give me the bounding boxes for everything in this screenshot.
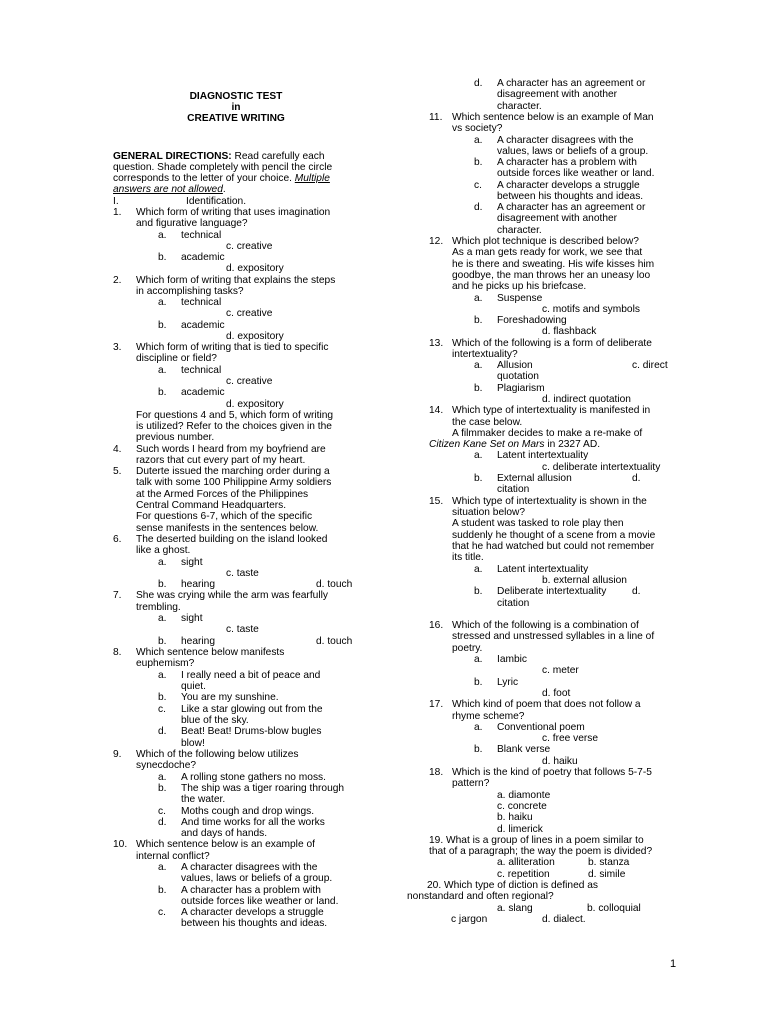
- question-text: Which of the following is a form of deliberate: [452, 338, 652, 349]
- question-text: stressed and unstressed syllables in a line of: [452, 631, 655, 642]
- question-text: its title.: [452, 552, 484, 563]
- question-number: 12.: [429, 236, 444, 247]
- option-letter: a.: [474, 293, 483, 304]
- question-number: 15.: [429, 496, 444, 507]
- question-number: 11.: [429, 112, 443, 123]
- option-text: d. foot: [542, 688, 571, 699]
- question-text: She was crying while the arm was fearfully: [136, 590, 328, 601]
- option-text: d. limerick: [497, 824, 543, 835]
- title-line-2: in: [231, 102, 241, 113]
- option-letter: a.: [474, 564, 483, 575]
- option-text: d.: [632, 473, 641, 484]
- question-text: Citizen Kane Set on Mars in 2327 AD.: [429, 439, 601, 450]
- option-letter: b.: [158, 387, 167, 398]
- option-letter: a.: [158, 365, 167, 376]
- option-text: d. expository: [226, 399, 284, 410]
- question-number: 9.: [113, 749, 122, 760]
- question-text: and figurative language?: [136, 218, 248, 229]
- option-text: d. dialect.: [542, 914, 586, 925]
- question-number: 3.: [113, 342, 122, 353]
- option-text: c. taste: [226, 568, 259, 579]
- question-text: Which sentence below manifests: [136, 647, 285, 658]
- option-text: outside forces like weather or land.: [181, 896, 339, 907]
- option-text: disagreement with another: [497, 89, 618, 100]
- option-letter: b.: [474, 586, 483, 597]
- option-text: quiet.: [181, 681, 206, 692]
- option-letter: c.: [158, 907, 166, 918]
- question-number: 10.: [113, 839, 128, 850]
- question-text: Which of the following is a combination of: [452, 620, 639, 631]
- option-text: Blank verse: [497, 744, 551, 755]
- question-text: at the Armed Forces of the Philippines: [136, 489, 309, 500]
- instruction-text: is utilized? Refer to the choices given in the: [136, 421, 332, 432]
- question-text: As a man gets ready for work, we see that: [452, 247, 643, 258]
- option-text: A character has a problem with: [497, 157, 637, 168]
- option-letter: b.: [158, 783, 167, 794]
- question-text: Which kind of poem that does not follow a: [452, 699, 641, 710]
- option-text: d. expository: [226, 263, 284, 274]
- option-text: External allusion: [497, 473, 572, 484]
- option-text: sight: [181, 557, 203, 568]
- option-text: b. haiku: [497, 812, 533, 823]
- option-text: Like a star glowing out from the: [181, 704, 323, 715]
- question-number: 7.: [113, 590, 122, 601]
- option-text: d. touch: [316, 636, 353, 647]
- question-text: Which form of writing that uses imagination: [136, 207, 331, 218]
- option-text: d.: [632, 586, 641, 597]
- question-number: 4.: [113, 444, 122, 455]
- question-text: goodbye, the man throws her an uneasy loo: [452, 270, 651, 281]
- option-text: Beat! Beat! Drums-blow bugles: [181, 726, 322, 737]
- option-text: Suspense: [497, 293, 543, 304]
- option-letter: c.: [158, 806, 166, 817]
- question-text: internal conflict?: [136, 851, 210, 862]
- option-text: character.: [497, 101, 542, 112]
- question-text: 19. What is a group of lines in a poem similar to: [429, 835, 644, 846]
- option-text: a. slang: [497, 903, 533, 914]
- question-text: intertextuality?: [452, 349, 518, 360]
- option-text: Latent intertextuality: [497, 450, 589, 461]
- option-text: a. alliteration: [497, 857, 555, 868]
- question-text: Which form of writing that explains the steps: [136, 275, 336, 286]
- option-text: the water.: [181, 794, 226, 805]
- question-text: discipline or field?: [136, 353, 217, 364]
- option-text: d. touch: [316, 579, 353, 590]
- section-title: Identification.: [186, 196, 247, 207]
- option-text: d. indirect quotation: [542, 394, 631, 405]
- directions-line-1: GENERAL DIRECTIONS: Read carefully each: [113, 151, 325, 162]
- option-text: c. creative: [226, 308, 273, 319]
- question-number: 18.: [429, 767, 444, 778]
- option-text: d. expository: [226, 331, 284, 342]
- question-text: Which sentence below is an example of Man: [452, 112, 654, 123]
- page-number: 1: [670, 958, 677, 970]
- option-text: Foreshadowing: [497, 315, 567, 326]
- question-number: 5.: [113, 466, 122, 477]
- question-text: 20. Which type of diction is defined as: [427, 880, 599, 891]
- question-text: Which sentence below is an example of: [136, 839, 315, 850]
- option-letter: d.: [474, 78, 483, 89]
- question-text: that of a paragraph; the way the poem is divided?: [429, 846, 653, 857]
- question-number: 1.: [113, 207, 122, 218]
- option-letter: b.: [474, 315, 483, 326]
- option-letter: d.: [474, 202, 483, 213]
- question-text: that he had watched but could not remember: [452, 541, 655, 552]
- option-text: character.: [497, 225, 542, 236]
- question-text: rhyme scheme?: [452, 711, 525, 722]
- option-letter: b.: [158, 320, 167, 331]
- option-text: d. haiku: [542, 756, 578, 767]
- question-text: Which type of intertextuality is manifested in: [452, 405, 651, 416]
- option-text: c. creative: [226, 376, 273, 387]
- instruction-text: For questions 6-7, which of the specific: [136, 511, 313, 522]
- question-text: and he picks up his briefcase.: [452, 281, 587, 292]
- option-text: Moths cough and drop wings.: [181, 806, 315, 817]
- question-text: A student was tasked to role play then: [452, 518, 624, 529]
- question-text: Such words I heard from my boyfriend are: [136, 444, 326, 455]
- option-text: b. stanza: [588, 857, 630, 868]
- option-letter: b.: [474, 473, 483, 484]
- option-letter: a.: [158, 557, 167, 568]
- option-text: c. repetition: [497, 869, 550, 880]
- option-text: c jargon: [451, 914, 488, 925]
- option-text: c. motifs and symbols: [542, 304, 640, 315]
- option-text: values, laws or beliefs of a group.: [497, 146, 649, 157]
- directions-line-4: answers are not allowed.: [113, 184, 226, 195]
- question-text: trembling.: [136, 602, 181, 613]
- option-text: blow!: [181, 738, 205, 749]
- option-text: b. colloquial: [587, 903, 641, 914]
- question-number: 14.: [429, 405, 444, 416]
- option-text: A character has an agreement or: [497, 78, 646, 89]
- instruction-text: For questions 4 and 5, which form of writing: [136, 410, 334, 421]
- directions-line-3: corresponds to the letter of your choice. Multiple: [113, 173, 330, 184]
- question-text: Duterte issued the marching order during a: [136, 466, 330, 477]
- option-letter: a.: [158, 230, 167, 241]
- question-text: synecdoche?: [136, 760, 197, 771]
- option-text: b. external allusion: [542, 575, 627, 586]
- option-letter: b.: [474, 677, 483, 688]
- option-text: The ship was a tiger roaring through: [181, 783, 345, 794]
- option-text: technical: [181, 297, 222, 308]
- question-text: situation below?: [452, 507, 526, 518]
- option-text: quotation: [497, 371, 539, 382]
- option-text: academic: [181, 320, 225, 331]
- question-text: talk with some 100 Philippine Army soldiers: [136, 477, 332, 488]
- option-text: Iambic: [497, 654, 528, 665]
- option-text: Lyric: [497, 677, 519, 688]
- option-letter: b.: [158, 252, 167, 263]
- title-line-1: DIAGNOSTIC TEST: [189, 91, 283, 102]
- option-letter: b.: [158, 579, 167, 590]
- directions-line-2: question. Shade completely with pencil the circle: [113, 162, 333, 173]
- option-letter: b.: [474, 744, 483, 755]
- option-text: between his thoughts and ideas.: [181, 918, 328, 929]
- question-number: 2.: [113, 275, 122, 286]
- option-text: c. free verse: [542, 733, 599, 744]
- option-letter: a.: [474, 360, 483, 371]
- option-letter: a.: [158, 772, 167, 783]
- option-text: And time works for all the works: [181, 817, 325, 828]
- option-text: academic: [181, 387, 225, 398]
- option-text: c. direct: [632, 360, 668, 371]
- question-text: poetry.: [452, 643, 483, 654]
- option-letter: a.: [474, 135, 483, 146]
- option-text: d. simile: [588, 869, 626, 880]
- option-letter: a.: [158, 670, 167, 681]
- question-text: like a ghost.: [136, 545, 191, 556]
- option-text: disagreement with another: [497, 213, 618, 224]
- option-text: d. flashback: [542, 326, 597, 337]
- option-letter: a.: [158, 613, 167, 624]
- option-text: A character has a problem with: [181, 885, 321, 896]
- question-text: euphemism?: [136, 658, 195, 669]
- option-letter: c.: [158, 704, 166, 715]
- question-text: pattern?: [452, 778, 490, 789]
- question-text: Which of the following below utilizes: [136, 749, 299, 760]
- question-number: 17.: [429, 699, 444, 710]
- question-text: Which type of intertextuality is shown in the: [452, 496, 647, 507]
- question-text: Which plot technique is described below?: [452, 236, 639, 247]
- question-text: A filmmaker decides to make a re-make of: [452, 428, 643, 439]
- question-text: The deserted building on the island looked: [136, 534, 328, 545]
- question-text: razors that cut every part of my heart.: [136, 455, 306, 466]
- question-text: nonstandard and often regional?: [407, 891, 554, 902]
- option-letter: c.: [474, 180, 482, 191]
- question-text: in accomplishing tasks?: [136, 286, 244, 297]
- option-text: A character disagrees with the: [497, 135, 634, 146]
- option-text: and days of hands.: [181, 828, 268, 839]
- option-letter: a.: [474, 722, 483, 733]
- option-text: A character develops a struggle: [181, 907, 324, 918]
- option-text: A character disagrees with the: [181, 862, 318, 873]
- question-number: 13.: [429, 338, 444, 349]
- option-letter: d.: [158, 726, 167, 737]
- instruction-text: previous number.: [136, 432, 215, 443]
- option-text: A rolling stone gathers no moss.: [181, 772, 326, 783]
- question-text: suddenly he thought of a scene from a movie: [452, 530, 656, 541]
- option-text: technical: [181, 365, 222, 376]
- option-text: Conventional poem: [497, 722, 585, 733]
- option-text: citation: [497, 484, 530, 495]
- option-text: c. concrete: [497, 801, 547, 812]
- option-text: A character has an agreement or: [497, 202, 646, 213]
- option-text: c. taste: [226, 624, 259, 635]
- question-text: Central Command Headquarters.: [136, 500, 287, 511]
- question-number: 8.: [113, 647, 122, 658]
- option-text: I really need a bit of peace and: [181, 670, 321, 681]
- question-text: he is there and sweating. His wife kisses him: [452, 259, 655, 270]
- option-letter: d.: [158, 817, 167, 828]
- option-text: c. creative: [226, 241, 273, 252]
- question-text: Which form of writing that is tied to specific: [136, 342, 329, 353]
- option-text: hearing: [181, 636, 215, 647]
- option-text: outside forces like weather or land.: [497, 168, 655, 179]
- option-letter: b.: [474, 383, 483, 394]
- option-text: technical: [181, 230, 222, 241]
- option-text: Plagiarism: [497, 383, 545, 394]
- question-text: the case below.: [452, 417, 523, 428]
- option-letter: b.: [158, 885, 167, 896]
- option-letter: a.: [474, 654, 483, 665]
- question-number: 16.: [429, 620, 444, 631]
- option-text: Latent intertextuality: [497, 564, 589, 575]
- option-text: Deliberate intertextuality: [497, 586, 607, 597]
- option-letter: b.: [158, 692, 167, 703]
- question-number: 6.: [113, 534, 122, 545]
- instruction-text: sense manifests in the sentences below.: [136, 523, 319, 534]
- option-text: between his thoughts and ideas.: [497, 191, 644, 202]
- option-text: You are my sunshine.: [181, 692, 279, 703]
- option-text: sight: [181, 613, 203, 624]
- title-line-3: CREATIVE WRITING: [187, 113, 285, 124]
- option-text: Allusion: [497, 360, 533, 371]
- question-text: Which is the kind of poetry that follows 5-7-5: [452, 767, 652, 778]
- option-text: blue of the sky.: [181, 715, 249, 726]
- option-letter: b.: [158, 636, 167, 647]
- option-letter: a.: [158, 297, 167, 308]
- option-text: hearing: [181, 579, 215, 590]
- option-text: a. diamonte: [497, 790, 551, 801]
- section-number: I.: [113, 196, 119, 207]
- option-letter: b.: [474, 157, 483, 168]
- option-text: A character develops a struggle: [497, 180, 640, 191]
- option-letter: a.: [474, 450, 483, 461]
- option-text: c. meter: [542, 665, 579, 676]
- option-text: academic: [181, 252, 225, 263]
- option-text: citation: [497, 598, 530, 609]
- option-letter: a.: [158, 862, 167, 873]
- option-text: values, laws or beliefs of a group.: [181, 873, 333, 884]
- question-text: vs society?: [452, 123, 503, 134]
- option-text: c. deliberate intertextuality: [542, 462, 661, 473]
